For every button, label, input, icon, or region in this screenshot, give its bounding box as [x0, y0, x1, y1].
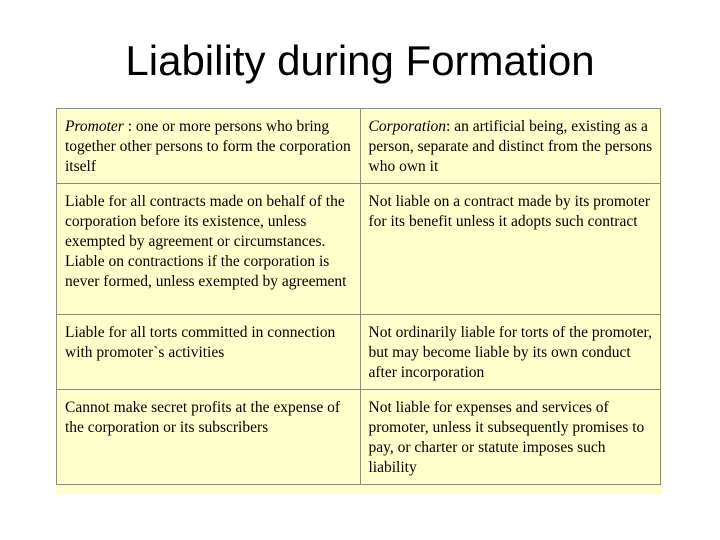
corporation-torts-cell: Not ordinarily liable for torts of the promoter, but may become liable by its own conduct after incorporation — [360, 315, 661, 390]
liability-table — [56, 108, 661, 485]
promoter-profits-cell: Cannot make secret profits at the expense of the corporation or its subscribers — [57, 390, 361, 485]
table-header-row — [57, 109, 661, 184]
table-row-profits — [57, 390, 661, 485]
promoter-torts-cell: Liable for all torts committed in connection with promoter`s activities — [57, 315, 361, 390]
promoter-contracts-cell: Liable for all contracts made on behalf of the corporation before its existence, unless exempted by agreement or circumstances. Liable on contractions if the corporation is never formed, unless exempted by agreement — [57, 184, 361, 315]
page-title: Liability during Formation — [125, 37, 595, 84]
corporation-expenses-cell: Not liable for expenses and services of promoter, unless it subsequently promises to pay, or charter or statute imposes such liability — [360, 390, 661, 485]
corporation-term: Corporation — [368, 118, 447, 135]
liability-table-panel — [56, 108, 663, 494]
corporation-definition-cell — [360, 109, 661, 184]
corporation-definition: : an artificial being, existing as a person, separate and distinct from the persons who own it — [368, 118, 653, 175]
promoter-definition-cell — [57, 109, 361, 184]
corporation-contracts-cell: Not liable on a contract made by its promoter for its benefit unless it adopts such contract — [360, 184, 661, 315]
table-row-contracts — [57, 184, 661, 315]
table-row-torts — [57, 315, 661, 390]
promoter-definition: : one or more persons who bring together other persons to form the corporation itself — [65, 118, 351, 175]
promoter-term: Promoter — [65, 118, 124, 135]
